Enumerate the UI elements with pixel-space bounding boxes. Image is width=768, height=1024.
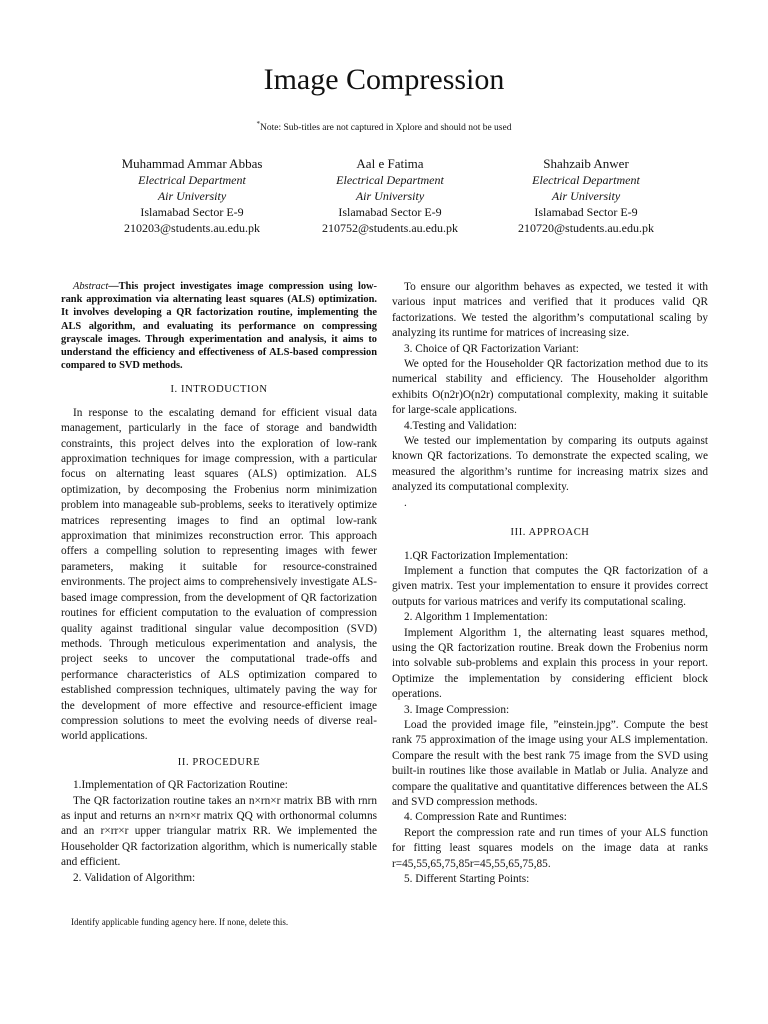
paragraph: 2. Validation of Algorithm: [73, 871, 196, 884]
introduction-paragraph: In response to the escalating demand for efficient visual data management, particularly in the face of storage and bandwidth constraints, this project delves into the exploration of low-rank approximation techniques for image compression, with a particular focus on alternating least squares (ALS) optimization. ALS optimization, by decomposing the Frobenius norm minimization problem into manageable sub-problems, seeks to iteratively optimize matrices representing images to find an optimal low-rank approximation that minimizes reconstruction error. This approach offers a compelling solution to representing images with fewer parameters, making it suitable for resource-constrained environments. The project aims to comprehensively investigate ALS-based image compression, from the development of QR factorization routines for efficient computation to the evaluation of compression quality against traditional singular value decomposition (SVD) methods. Through meticulous experimentation and analysis, the project seeks to uncover the computational trade-offs and performance characteristics of ALS optimization compared to established compression techniques, ultimately paving the way for the development of more effective and resource-efficient image compression solutions to meet the evolving needs of diverse real-world applications. [61, 406, 377, 743]
paragraph: 5. Different Starting Points: [404, 873, 530, 886]
author-name: Muhammad Ammar Abbas [121, 156, 263, 171]
author-email: 210752@students.au.edu.pk [321, 221, 459, 235]
paragraph: 1.Implementation of QR Factorization Routine: [73, 779, 288, 792]
title-note [0, 118, 768, 134]
author-1 [82, 155, 302, 236]
author-email: 210203@students.au.edu.pk [123, 221, 261, 235]
paragraph: 3. Image Compression: [404, 703, 510, 716]
author-university: Air University [355, 189, 425, 203]
paragraph: 3. Choice of QR Factorization Variant: [404, 342, 579, 355]
author-dept: Electrical Department [138, 173, 246, 187]
author-address: Islamabad Sector E-9 [338, 205, 442, 219]
right-column [392, 280, 708, 887]
section-heading-procedure: II. PROCEDURE [177, 756, 261, 768]
paragraph: 1.QR Factorization Implementation: [404, 549, 569, 562]
author-dept: Electrical Department [336, 173, 444, 187]
paragraph: Implement Algorithm 1, the alternating least squares method, using the QR factorization routine. Break down the Frobenius norm into solvable sub-problems and explain this process in your report. Optimize the implementation by considering efficient block operations. [392, 626, 708, 701]
abstract-label: Abstract [73, 281, 109, 292]
author-3 [476, 155, 696, 236]
note-marker: * [256, 120, 261, 128]
footnote: Identify applicable funding agency here. If none, delete this. [71, 917, 289, 927]
abstract-body: —This project investigates image compression using low-rank approximation via alternating least squares (ALS) optimization. It involves developing a QR factorization routine, implementing the ALS algorithm, and evaluating its performance on compressing grayscale images. Through experimentation and analysis, it aims to understand the efficiency and effectiveness of ALS-based compression compared to SVD methods. [61, 281, 377, 372]
paragraph: The QR factorization routine takes an n×rn×r matrix BB with rnrn as input and returns an n×rn×r matrix QQ with orthonormal columns and an r×rr×r upper triangular matrix RR. We implemented the Householder QR factorization algorithm, which is numerically stable and efficient. [61, 794, 377, 869]
paragraph: . [404, 496, 407, 509]
section-heading-approach: III. APPROACH [510, 527, 590, 539]
paragraph: To ensure our algorithm behaves as expected, we tested it with various input matrices and verified that it produces valid QR factorizations. We tested the algorithm’s computational scaling by analyzing its runtime for matrices of increasing size. [392, 281, 708, 340]
abstract [61, 280, 377, 372]
note-text: Note: Sub-titles are not captured in Xplore and should not be used [260, 123, 512, 134]
author-name: Shahzaib Anwer [543, 156, 629, 171]
paragraph: Load the provided image file, ”einstein.jpg”. Compute the best rank 75 approximation of the image using your ALS implementation. Compare the result with the best rank 75 image from the SVD using built-in routines like those available in Matlab or Julia. Analyze and compare the qualitative and quantitative differences between the ALS and SVD compression methods. [392, 718, 708, 808]
paragraph: Implement a function that computes the QR factorization of a given matrix. Test your implementation to ensure it provides correct outputs for various matrices and verify its computational scaling. [392, 564, 708, 608]
paragraph: We tested our implementation by comparing its outputs against known QR factorizations. To demonstrate the expected scaling, we measured the algorithm’s runtime for increasing matrix sizes and analyzed its computational complexity. [392, 435, 708, 494]
author-name: Aal e Fatima [356, 156, 424, 171]
paragraph: Report the compression rate and run times of your ALS function for fitting least squares models on the image data at ranks r=45,55,65,75,85r=45,55,65,75,85. [392, 826, 708, 870]
paragraph: 4. Compression Rate and Runtimes: [404, 811, 567, 824]
author-university: Air University [157, 189, 227, 203]
paragraph: We opted for the Householder QR factorization method due to its numerical stability and efficiency. The Householder algorithm exhibits O(n2r)O(n2r) computational complexity, making it suitable for large-scale applications. [392, 358, 708, 417]
author-block [0, 155, 768, 239]
paper-title: Image Compression [263, 63, 505, 96]
paragraph: 2. Algorithm 1 Implementation: [404, 611, 548, 624]
author-address: Islamabad Sector E-9 [534, 205, 638, 219]
left-column [61, 280, 377, 886]
author-address: Islamabad Sector E-9 [140, 205, 244, 219]
author-dept: Electrical Department [532, 173, 640, 187]
author-university: Air University [551, 189, 621, 203]
section-heading-introduction: I. INTRODUCTION [170, 384, 268, 396]
author-2 [280, 155, 500, 236]
author-email: 210720@students.au.edu.pk [517, 221, 655, 235]
paragraph: 4.Testing and Validation: [404, 419, 517, 432]
